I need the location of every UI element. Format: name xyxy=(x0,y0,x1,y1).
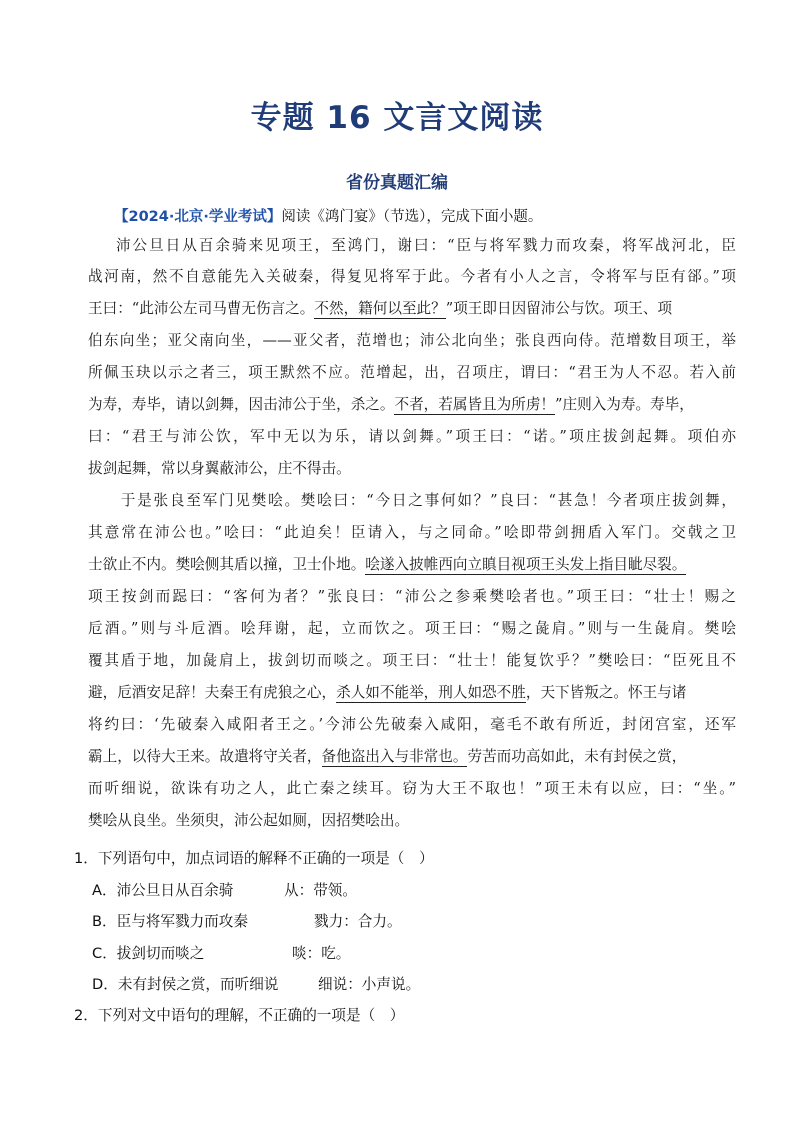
passage-text: ，天下皆叛之。怀王与诸 xyxy=(525,684,687,701)
underlined-sentence: 不者，若属皆且为所虏！ xyxy=(394,396,556,413)
intro-text: 阅读《鸿门宴》（节选），完成下面小题。 xyxy=(281,209,543,225)
passage-line: 覆其盾于地，加彘肩上，拔剑切而啖之。项王曰：“壮士！能复饮乎？”樊哙曰：“臣死且不 xyxy=(88,652,736,669)
question-number: 1． xyxy=(74,850,98,867)
passage-line xyxy=(88,745,736,769)
option-text: 沛公旦日从百余骑 xyxy=(116,882,234,899)
passage-text: ”项王即日因留沛公与饮。项王、项 xyxy=(445,300,673,317)
source-tag: 【2024·北京·学业考试】 xyxy=(114,209,282,225)
option-gloss: 细说：小声说。 xyxy=(318,976,421,993)
passage-line: 卮酒。”则与斗卮酒。哙拜谢，起，立而饮之。项王曰：“赐之彘肩。”则与一生彘肩。樊哙 xyxy=(88,620,736,637)
passage-line: 曰：“君王与沛公饮，军中无以为乐，请以剑舞。”项王曰：“诺。”项庄拔剑起舞。项伯亦 xyxy=(88,428,736,445)
passage-text: 避，卮酒安足辞！夫秦王有虎狼之心， xyxy=(88,684,337,701)
option-gloss: 从：带领。 xyxy=(284,882,357,899)
underlined-sentence: 哙遂入披帷西向立瞋目视项王头发上指目眦尽裂。 xyxy=(365,556,687,573)
option-b[interactable] xyxy=(92,910,692,931)
question-intro xyxy=(114,205,542,226)
option-c[interactable] xyxy=(92,942,692,963)
passage-line: 项王按剑而跽曰：“客何为者？”张良曰：“沛公之参乘樊哙者也。”项王曰：“壮士！赐之 xyxy=(88,588,736,605)
question-2 xyxy=(74,1004,404,1025)
passage-line: 而听细说，欲诛有功之人，此亡秦之续耳。窃为大王不取也！”项王未有以应，曰：“坐。” xyxy=(88,780,736,797)
question-1 xyxy=(74,847,434,868)
question-number: 2． xyxy=(74,1007,98,1024)
underlined-sentence: 备他盗出入与非常也。 xyxy=(321,748,468,765)
option-label: A． xyxy=(92,882,117,899)
passage-text: 士欲止不内。樊哙侧其盾以撞，卫士仆地。 xyxy=(88,556,366,573)
passage-line xyxy=(88,393,736,417)
passage-line: 樊哙从良坐。坐须臾，沛公起如厕，因招樊哙出。 xyxy=(88,812,410,829)
passage-text: 霸上，以待大王来。故遣将守关者， xyxy=(88,748,322,765)
option-gloss: 啖：吃。 xyxy=(292,945,351,962)
passage-line: 将约曰：‘先破秦入咸阳者王之。’今沛公先破秦入咸阳，毫毛不敢有所近，封闭宫室，还军 xyxy=(88,716,736,733)
option-text: 臣与将军戮力而攻秦 xyxy=(116,913,248,930)
passage-text: 劳苦而功高如此，未有封侯之赏， xyxy=(467,748,687,765)
option-gloss: 戮力：合力。 xyxy=(314,913,402,930)
passage-line xyxy=(88,553,736,577)
passage-line: 沛公旦日从百余骑来见项王，至鸿门，谢曰：“臣与将军戮力而攻秦，将军战河北，臣 xyxy=(116,237,736,254)
option-label: C． xyxy=(92,945,117,962)
passage-line: 拔剑起舞，常以身翼蔽沛公，庄不得击。 xyxy=(88,460,351,477)
option-text: 未有封侯之赏，而听细说 xyxy=(117,976,279,993)
option-a[interactable] xyxy=(92,879,692,900)
option-label: D． xyxy=(92,976,118,993)
section-subtitle: 省份真题汇编 xyxy=(346,173,448,193)
passage-text: 王曰：“此沛公左司马曹无伤言之。 xyxy=(88,300,315,317)
passage-line: 于是张良至军门见樊哙。樊哙曰：“今日之事何如？”良曰：“甚急！今者项庄拔剑舞， xyxy=(88,492,736,509)
page-title: 专题 16 文言文阅读 xyxy=(250,100,544,136)
option-d[interactable] xyxy=(92,973,692,994)
question-stem: 下列语句中，加点词语的解释不正确的一项是（ ） xyxy=(97,850,434,867)
passage-line xyxy=(88,681,736,705)
underlined-sentence: 杀人如不能举，刑人如恐不胜 xyxy=(336,684,526,701)
passage-line: 所佩玉玦以示之者三，项王默然不应。范增起，出，召项庄，谓曰：“君王为人不忍。若入前 xyxy=(88,364,736,381)
passage-line: 其意常在沛公也。”哙曰：“此迫矣！臣请入，与之同命。”哙即带剑拥盾入军门。交戟之卫 xyxy=(88,524,736,541)
passage-line: 伯东向坐；亚父南向坐，——亚父者，范增也；沛公北向坐；张良西向侍。范增数目项王，举 xyxy=(88,332,736,349)
passage-line xyxy=(88,297,736,321)
option-label: B． xyxy=(92,913,117,930)
question-stem: 下列对文中语句的理解，不正确的一项是（ ） xyxy=(97,1007,405,1024)
option-text: 拔剑切而啖之 xyxy=(116,945,205,962)
passage-line: 战河南，然不自意能先入关破秦，得复见将军于此。今者有小人之言，令将军与臣有郤。”项 xyxy=(88,268,736,285)
passage-text: 为寿，寿毕，请以剑舞，因击沛公于坐，杀之。 xyxy=(88,396,395,413)
underlined-sentence: 不然，籍何以至此？ xyxy=(314,300,446,317)
passage-text: ”庄则入为寿。寿毕， xyxy=(555,396,694,413)
